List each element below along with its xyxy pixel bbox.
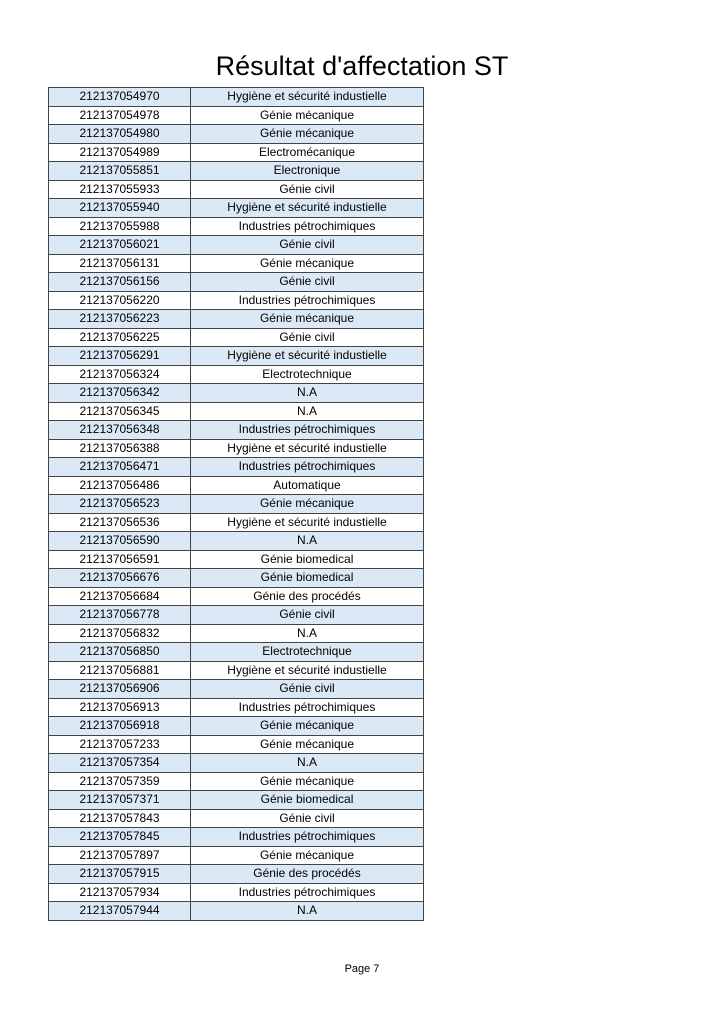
- table-row: [49, 772, 424, 791]
- results-table: [48, 87, 424, 921]
- filiere-cell: Automatique: [191, 476, 424, 495]
- student-id-cell: 212137055940: [49, 199, 191, 218]
- table-row: [49, 347, 424, 366]
- filiere-cell: Génie biomedical: [191, 550, 424, 569]
- student-id-cell: 212137056881: [49, 661, 191, 680]
- filiere-cell: N.A: [191, 402, 424, 421]
- filiere-cell: Génie mécanique: [191, 106, 424, 125]
- filiere-cell: Hygiène et sécurité industielle: [191, 661, 424, 680]
- filiere-cell: Industries pétrochimiques: [191, 828, 424, 847]
- table-row: [49, 606, 424, 625]
- student-id-cell: 212137056156: [49, 273, 191, 292]
- student-id-cell: 212137056345: [49, 402, 191, 421]
- student-id-cell: 212137056918: [49, 717, 191, 736]
- table-row: [49, 236, 424, 255]
- table-row: [49, 125, 424, 144]
- student-id-cell: 212137056684: [49, 587, 191, 606]
- table-row: [49, 791, 424, 810]
- table-row: [49, 402, 424, 421]
- table-row: [49, 328, 424, 347]
- filiere-cell: N.A: [191, 532, 424, 551]
- filiere-cell: Industries pétrochimiques: [191, 883, 424, 902]
- table-row: [49, 643, 424, 662]
- table-row: [49, 106, 424, 125]
- filiere-cell: Industries pétrochimiques: [191, 291, 424, 310]
- filiere-cell: Génie mécanique: [191, 735, 424, 754]
- table-row: [49, 88, 424, 107]
- student-id-cell: 212137054978: [49, 106, 191, 125]
- table-row: [49, 902, 424, 921]
- filiere-cell: Hygiène et sécurité industielle: [191, 88, 424, 107]
- student-id-cell: 212137056471: [49, 458, 191, 477]
- student-id-cell: 212137057371: [49, 791, 191, 810]
- filiere-cell: Génie civil: [191, 809, 424, 828]
- filiere-cell: N.A: [191, 902, 424, 921]
- filiere-cell: Génie civil: [191, 606, 424, 625]
- table-row: [49, 291, 424, 310]
- student-id-cell: 212137054989: [49, 143, 191, 162]
- student-id-cell: 212137056348: [49, 421, 191, 440]
- student-id-cell: 212137056913: [49, 698, 191, 717]
- filiere-cell: Génie biomedical: [191, 791, 424, 810]
- filiere-cell: Hygiène et sécurité industielle: [191, 513, 424, 532]
- filiere-cell: Electrotechnique: [191, 643, 424, 662]
- student-id-cell: 212137056342: [49, 384, 191, 403]
- table-row: [49, 273, 424, 292]
- student-id-cell: 212137056225: [49, 328, 191, 347]
- table-row: [49, 513, 424, 532]
- student-id-cell: 212137057944: [49, 902, 191, 921]
- filiere-cell: Génie des procédés: [191, 587, 424, 606]
- table-row: [49, 217, 424, 236]
- filiere-cell: Génie biomedical: [191, 569, 424, 588]
- page-title: Résultat d'affectation ST: [215, 51, 509, 81]
- table-row: [49, 698, 424, 717]
- page-number: Page 7: [344, 963, 380, 975]
- table-row: [49, 883, 424, 902]
- table-row: [49, 661, 424, 680]
- filiere-cell: Génie civil: [191, 273, 424, 292]
- table-row: [49, 828, 424, 847]
- student-id-cell: 212137056591: [49, 550, 191, 569]
- filiere-cell: Electronique: [191, 162, 424, 181]
- student-id-cell: 212137057845: [49, 828, 191, 847]
- student-id-cell: 212137057359: [49, 772, 191, 791]
- filiere-cell: Génie des procédés: [191, 865, 424, 884]
- student-id-cell: 212137056536: [49, 513, 191, 532]
- filiere-cell: Génie mécanique: [191, 846, 424, 865]
- student-id-cell: 212137056676: [49, 569, 191, 588]
- filiere-cell: Génie civil: [191, 180, 424, 199]
- student-id-cell: 212137056021: [49, 236, 191, 255]
- student-id-cell: 212137054980: [49, 125, 191, 144]
- student-id-cell: 212137057354: [49, 754, 191, 773]
- table-row: [49, 310, 424, 329]
- table-row: [49, 717, 424, 736]
- table-row: [49, 199, 424, 218]
- student-id-cell: 212137057843: [49, 809, 191, 828]
- filiere-cell: Génie civil: [191, 680, 424, 699]
- student-id-cell: 212137056850: [49, 643, 191, 662]
- student-id-cell: 212137056220: [49, 291, 191, 310]
- student-id-cell: 212137056523: [49, 495, 191, 514]
- student-id-cell: 212137056832: [49, 624, 191, 643]
- table-row: [49, 143, 424, 162]
- student-id-cell: 212137055988: [49, 217, 191, 236]
- filiere-cell: Génie mécanique: [191, 254, 424, 273]
- filiere-cell: Génie mécanique: [191, 717, 424, 736]
- student-id-cell: 212137057233: [49, 735, 191, 754]
- student-id-cell: 212137056486: [49, 476, 191, 495]
- table-row: [49, 458, 424, 477]
- table-row: [49, 439, 424, 458]
- filiere-cell: Industries pétrochimiques: [191, 698, 424, 717]
- table-row: [49, 532, 424, 551]
- student-id-cell: 212137056324: [49, 365, 191, 384]
- filiere-cell: N.A: [191, 624, 424, 643]
- student-id-cell: 212137056906: [49, 680, 191, 699]
- student-id-cell: 212137056223: [49, 310, 191, 329]
- table-row: [49, 421, 424, 440]
- filiere-cell: Industries pétrochimiques: [191, 421, 424, 440]
- filiere-cell: Génie civil: [191, 236, 424, 255]
- student-id-cell: 212137056778: [49, 606, 191, 625]
- filiere-cell: Hygiène et sécurité industielle: [191, 199, 424, 218]
- filiere-cell: Hygiène et sécurité industielle: [191, 439, 424, 458]
- filiere-cell: Electrotechnique: [191, 365, 424, 384]
- filiere-cell: Génie mécanique: [191, 310, 424, 329]
- student-id-cell: 212137056291: [49, 347, 191, 366]
- table-row: [49, 569, 424, 588]
- student-id-cell: 212137056590: [49, 532, 191, 551]
- filiere-cell: N.A: [191, 384, 424, 403]
- filiere-cell: Génie mécanique: [191, 125, 424, 144]
- student-id-cell: 212137055933: [49, 180, 191, 199]
- table-row: [49, 624, 424, 643]
- table-row: [49, 809, 424, 828]
- filiere-cell: Hygiène et sécurité industielle: [191, 347, 424, 366]
- student-id-cell: 212137055851: [49, 162, 191, 181]
- table-row: [49, 550, 424, 569]
- table-row: [49, 587, 424, 606]
- table-row: [49, 735, 424, 754]
- table-row: [49, 495, 424, 514]
- table-row: [49, 865, 424, 884]
- student-id-cell: 212137057897: [49, 846, 191, 865]
- student-id-cell: 212137056388: [49, 439, 191, 458]
- table-row: [49, 180, 424, 199]
- filiere-cell: N.A: [191, 754, 424, 773]
- student-id-cell: 212137054970: [49, 88, 191, 107]
- table-row: [49, 384, 424, 403]
- filiere-cell: Industries pétrochimiques: [191, 458, 424, 477]
- table-row: [49, 476, 424, 495]
- filiere-cell: Electromécanique: [191, 143, 424, 162]
- filiere-cell: Industries pétrochimiques: [191, 217, 424, 236]
- table-row: [49, 846, 424, 865]
- table-row: [49, 365, 424, 384]
- student-id-cell: 212137056131: [49, 254, 191, 273]
- student-id-cell: 212137057934: [49, 883, 191, 902]
- filiere-cell: Génie civil: [191, 328, 424, 347]
- table-row: [49, 680, 424, 699]
- table-row: [49, 754, 424, 773]
- filiere-cell: Génie mécanique: [191, 495, 424, 514]
- results-table-body: [49, 88, 424, 921]
- filiere-cell: Génie mécanique: [191, 772, 424, 791]
- table-row: [49, 162, 424, 181]
- table-row: [49, 254, 424, 273]
- student-id-cell: 212137057915: [49, 865, 191, 884]
